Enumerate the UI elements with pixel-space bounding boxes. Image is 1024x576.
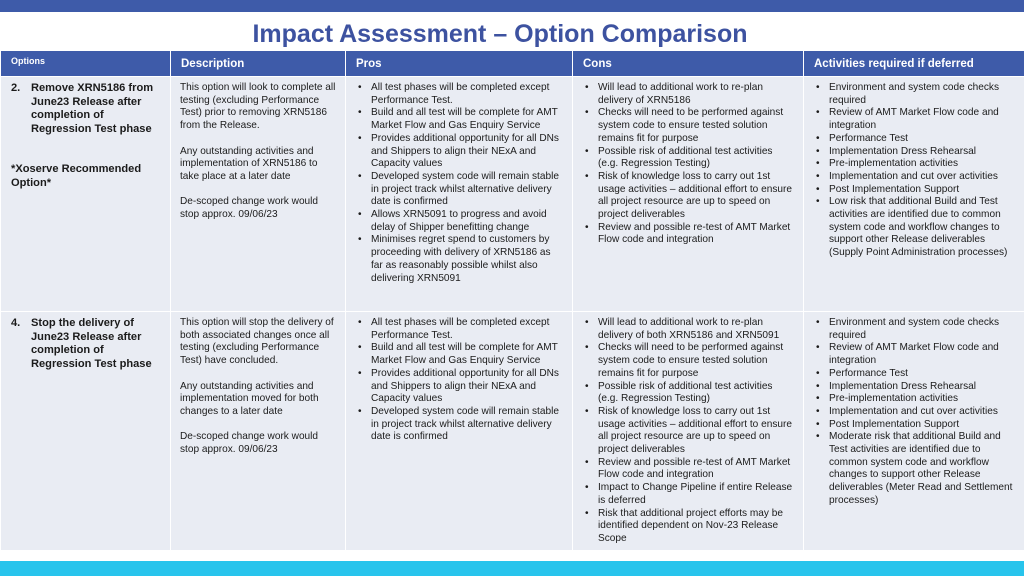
- activities-cell: [804, 77, 1024, 312]
- description-paragraph: Any outstanding activities and implementation moved for both changes to a later date: [180, 380, 319, 417]
- cons-item: • Risk that additional project efforts may be identified dependent on Nov-23 Release Scope: [582, 508, 795, 546]
- cons-item: • Will lead to additional work to re-plan delivery of XRN5186: [582, 82, 795, 107]
- description-cell: [171, 77, 346, 312]
- activities-cell: [804, 312, 1024, 551]
- cons-list: [582, 317, 795, 546]
- header-cons: Cons: [573, 51, 804, 77]
- cons-item: • Review and possible re-test of AMT Market Flow code and integration: [582, 222, 795, 247]
- pros-item: • Minimises regret spend to customers by proceeding with delivery of XRN5186 as far as reasonably possible whilst also delivering XRN5091: [355, 234, 564, 285]
- pros-item: • All test phases will be completed except Performance Test.: [355, 82, 564, 107]
- header-description: Description: [171, 51, 346, 77]
- activities-item: • Implementation and cut over activities: [813, 406, 1016, 419]
- recommended-label: *Xoserve Recommended Option*: [11, 163, 142, 189]
- cons-item: • Checks will need to be performed against system code to ensure tested solution remains fit for purpose: [582, 107, 795, 145]
- activities-item: • Review of AMT Market Flow code and integration: [813, 107, 1016, 132]
- cons-item: • Risk of knowledge loss to carry out 1st usage activities – additional effort to ensure all project resource are up to speed on project deliverables: [582, 171, 795, 222]
- description-paragraph: De-scoped change work would stop approx. 09/06/23: [180, 196, 319, 220]
- header-row: [1, 51, 1024, 77]
- pros-list: [355, 82, 564, 285]
- pros-item: • Allows XRN5091 to progress and avoid delay of Shipper benefitting change: [355, 209, 564, 234]
- option-cell: [1, 77, 171, 312]
- option-number: 4.: [11, 317, 21, 329]
- activities-item: • Pre-implementation activities: [813, 158, 1016, 171]
- pros-cell: [346, 312, 573, 551]
- description-paragraph: De-scoped change work would stop approx. 09/06/23: [180, 431, 319, 455]
- activities-item: • Implementation and cut over activities: [813, 171, 1016, 184]
- header-options: Options: [1, 51, 171, 77]
- cons-item: • Review and possible re-test of AMT Market Flow code and integration: [582, 457, 795, 482]
- pros-item: • Build and all test will be complete for AMT Market Flow and Gas Enquiry Service: [355, 107, 564, 132]
- activities-list: [813, 317, 1016, 508]
- pros-item: • All test phases will be completed except Performance Test.: [355, 317, 564, 342]
- pros-list: [355, 317, 564, 444]
- pros-item: • Developed system code will remain stable in project track whilst alternative delivery date is confirmed: [355, 171, 564, 209]
- activities-item: • Post Implementation Support: [813, 419, 1016, 432]
- cons-item: • Possible risk of additional test activities (e.g. Regression Testing): [582, 381, 795, 406]
- activities-item: • Environment and system code checks required: [813, 317, 1016, 342]
- header-activities: Activities required if deferred: [804, 51, 1024, 77]
- cons-item: • Impact to Change Pipeline if entire Release is deferred: [582, 482, 795, 507]
- activities-item: • Pre-implementation activities: [813, 393, 1016, 406]
- activities-item: • Review of AMT Market Flow code and integration: [813, 342, 1016, 367]
- bottom-accent-bar: [0, 561, 1024, 576]
- comparison-table: [0, 50, 1024, 551]
- activities-item: • Performance Test: [813, 368, 1016, 381]
- pros-item: • Provides additional opportunity for all DNs and Shippers to align their NExA and Capacity values: [355, 368, 564, 406]
- page-title: Impact Assessment – Option Comparison: [252, 20, 748, 48]
- cons-item: • Possible risk of additional test activities (e.g. Regression Testing): [582, 146, 795, 171]
- table-row: [1, 312, 1024, 551]
- cons-item: • Risk of knowledge loss to carry out 1st usage activities – additional effort to ensure all project resource are up to speed on project deliverables: [582, 406, 795, 457]
- activities-item: • Environment and system code checks required: [813, 82, 1016, 107]
- top-accent-bar: [0, 0, 1024, 12]
- cons-item: • Will lead to additional work to re-plan delivery of both XRN5186 and XRN5091: [582, 317, 795, 342]
- pros-item: • Build and all test will be complete for AMT Market Flow and Gas Enquiry Service: [355, 342, 564, 367]
- cons-item: • Checks will need to be performed against system code to ensure tested solution remains fit for purpose: [582, 342, 795, 380]
- option-cell: [1, 312, 171, 551]
- activities-list: [813, 82, 1016, 260]
- description-paragraph: This option will stop the delivery of both associated changes once all testing (excluding Performance Test) have concluded.: [180, 317, 334, 367]
- activities-item: • Post Implementation Support: [813, 184, 1016, 197]
- cons-cell: [573, 77, 804, 312]
- description-paragraph: Any outstanding activities and implementation of XRN5186 to take place at a later date: [180, 145, 318, 182]
- pros-item: • Developed system code will remain stable in project track whilst alternative delivery date is confirmed: [355, 406, 564, 444]
- description-cell: [171, 312, 346, 551]
- activities-item: • Implementation Dress Rehearsal: [813, 381, 1016, 394]
- cons-cell: [573, 312, 804, 551]
- pros-cell: [346, 77, 573, 312]
- activities-item: • Performance Test: [813, 133, 1016, 146]
- option-number: 2.: [11, 82, 21, 94]
- cons-list: [582, 82, 795, 247]
- option-title: Stop the delivery of June23 Release after completion of Regression Test phase: [31, 317, 152, 370]
- header-pros: Pros: [346, 51, 573, 77]
- activities-item: • Implementation Dress Rehearsal: [813, 146, 1016, 159]
- pros-item: • Provides additional opportunity for all DNs and Shippers to align their NExA and Capacity values: [355, 133, 564, 171]
- activities-item: • Low risk that additional Build and Test activities are identified due to common system code and workflow changes to support other Release deliverables (Supply Point Administration processes): [813, 196, 1016, 260]
- option-title: Remove XRN5186 from June23 Release after completion of Regression Test phase: [31, 82, 154, 135]
- activities-item: • Moderate risk that additional Build and Test activities are identified due to common system code and workflow changes to support other Release deliverables (Meter Read and Settlement processes): [813, 431, 1016, 507]
- table-row: [1, 77, 1024, 312]
- description-paragraph: This option will look to complete all testing (excluding Performance Test) prior to removing XRN5186 from the Release.: [180, 82, 336, 132]
